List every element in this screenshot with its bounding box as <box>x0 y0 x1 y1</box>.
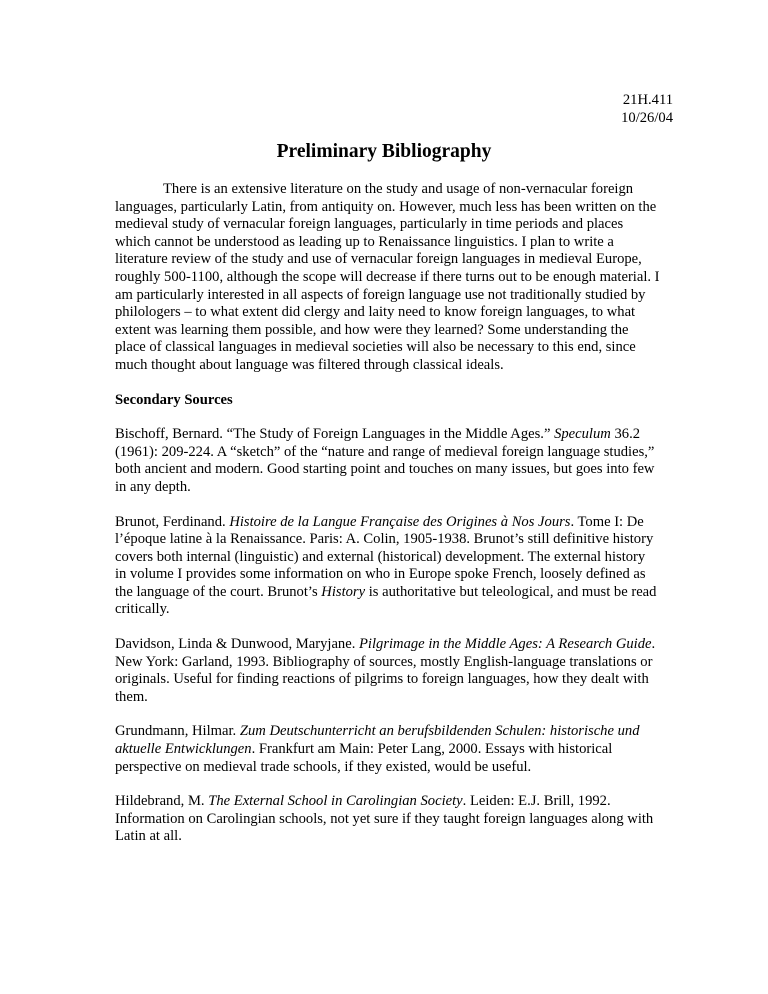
bibliography-entry <box>115 426 660 496</box>
document-date: 10/26/04 <box>621 110 673 126</box>
entry-text: Hildebrand, M. <box>115 793 209 810</box>
bibliography-entry <box>115 723 660 776</box>
course-number: 21H.411 <box>622 92 673 108</box>
entry-text: Davidson, Linda & Dunwood, Maryjane. <box>115 636 359 653</box>
entry-italic-title: The External School in Carolingian Society <box>208 793 463 810</box>
bibliography-entry <box>115 514 660 620</box>
header-block <box>621 91 673 127</box>
entry-text: is authoritative but teleological, and must be read critically. <box>115 583 657 618</box>
entry-italic-title: Speculum <box>554 426 611 443</box>
entry-italic-title: Pilgrimage in the Middle Ages: A Research Guide <box>359 636 652 653</box>
section-heading: Secondary Sources <box>115 391 233 408</box>
entry-italic-title: Histoire de la Langue Française des Origines à Nos Jours <box>229 513 571 530</box>
entry-text: . Tome I: De l’époque latine à la Renaissance. Paris: A. Colin, 1905-1938. Brunot’s still definitive history covers both internal (linguistic) and external (historical) development. The external history in volume I provides some information on who in Europe spoke French, loosely defined as the language of the court. Brunot’s <box>115 513 654 600</box>
bibliography-list <box>115 426 660 846</box>
entry-text: Grundmann, Hilmar. <box>115 723 240 740</box>
entry-text: . Leiden: E.J. Brill, 1992. Information on Carolingian schools, not yet sure if they taught foreign languages along with Latin at all. <box>115 793 654 845</box>
intro-paragraph: There is an extensive literature on the study and usage of non-vernacular foreign languages, particularly Latin, from antiquity on. However, much less has been written on the medieval study of vernacular foreign languages, particularly in time periods and places which cannot be understood as leading up to Renaissance linguistics. I plan to write a literature review of the study and use of vernacular foreign languages in medieval Europe, roughly 500-1100, although the scope will decrease if there turns out to be enough material. I am particularly interested in all aspects of foreign language use not traditionally studied by philologers – to what extent did clergy and laity need to know foreign languages, to what extent was learning them possible, and how were they learned? Some understanding the place of classical languages in medieval societies will also be necessary to this end, since much thought about language was filtered through classical ideals. <box>115 181 660 373</box>
document-body <box>115 181 660 846</box>
entry-text: 36.2 (1961): 209-224. A “sketch” of the “nature and range of medieval foreign language studies,” both ancient and modern. Good starting point and touches on many issues, but goes into few in any depth. <box>115 426 655 495</box>
entry-italic-title: History <box>321 583 366 600</box>
entry-text: . Frankfurt am Main: Peter Lang, 2000. Essays with historical perspective on medieval trade schools, if they existed, would be useful. <box>115 741 613 775</box>
entry-text: . New York: Garland, 1993. Bibliography of sources, mostly English-language translations or originals. Useful for finding reactions of pilgrims to foreign languages, how they dealt with them. <box>115 636 656 705</box>
bibliography-entry <box>115 793 660 846</box>
entry-text: Bischoff, Bernard. “The Study of Foreign Languages in the Middle Ages.” <box>115 426 555 443</box>
bibliography-entry <box>115 636 660 706</box>
entry-italic-title: Zum Deutschunterricht an berufsbildenden Schulen: historische und aktuelle Entwicklungen <box>115 723 640 758</box>
page-title: Preliminary Bibliography <box>276 141 492 162</box>
entry-text: Brunot, Ferdinand. <box>115 513 230 530</box>
